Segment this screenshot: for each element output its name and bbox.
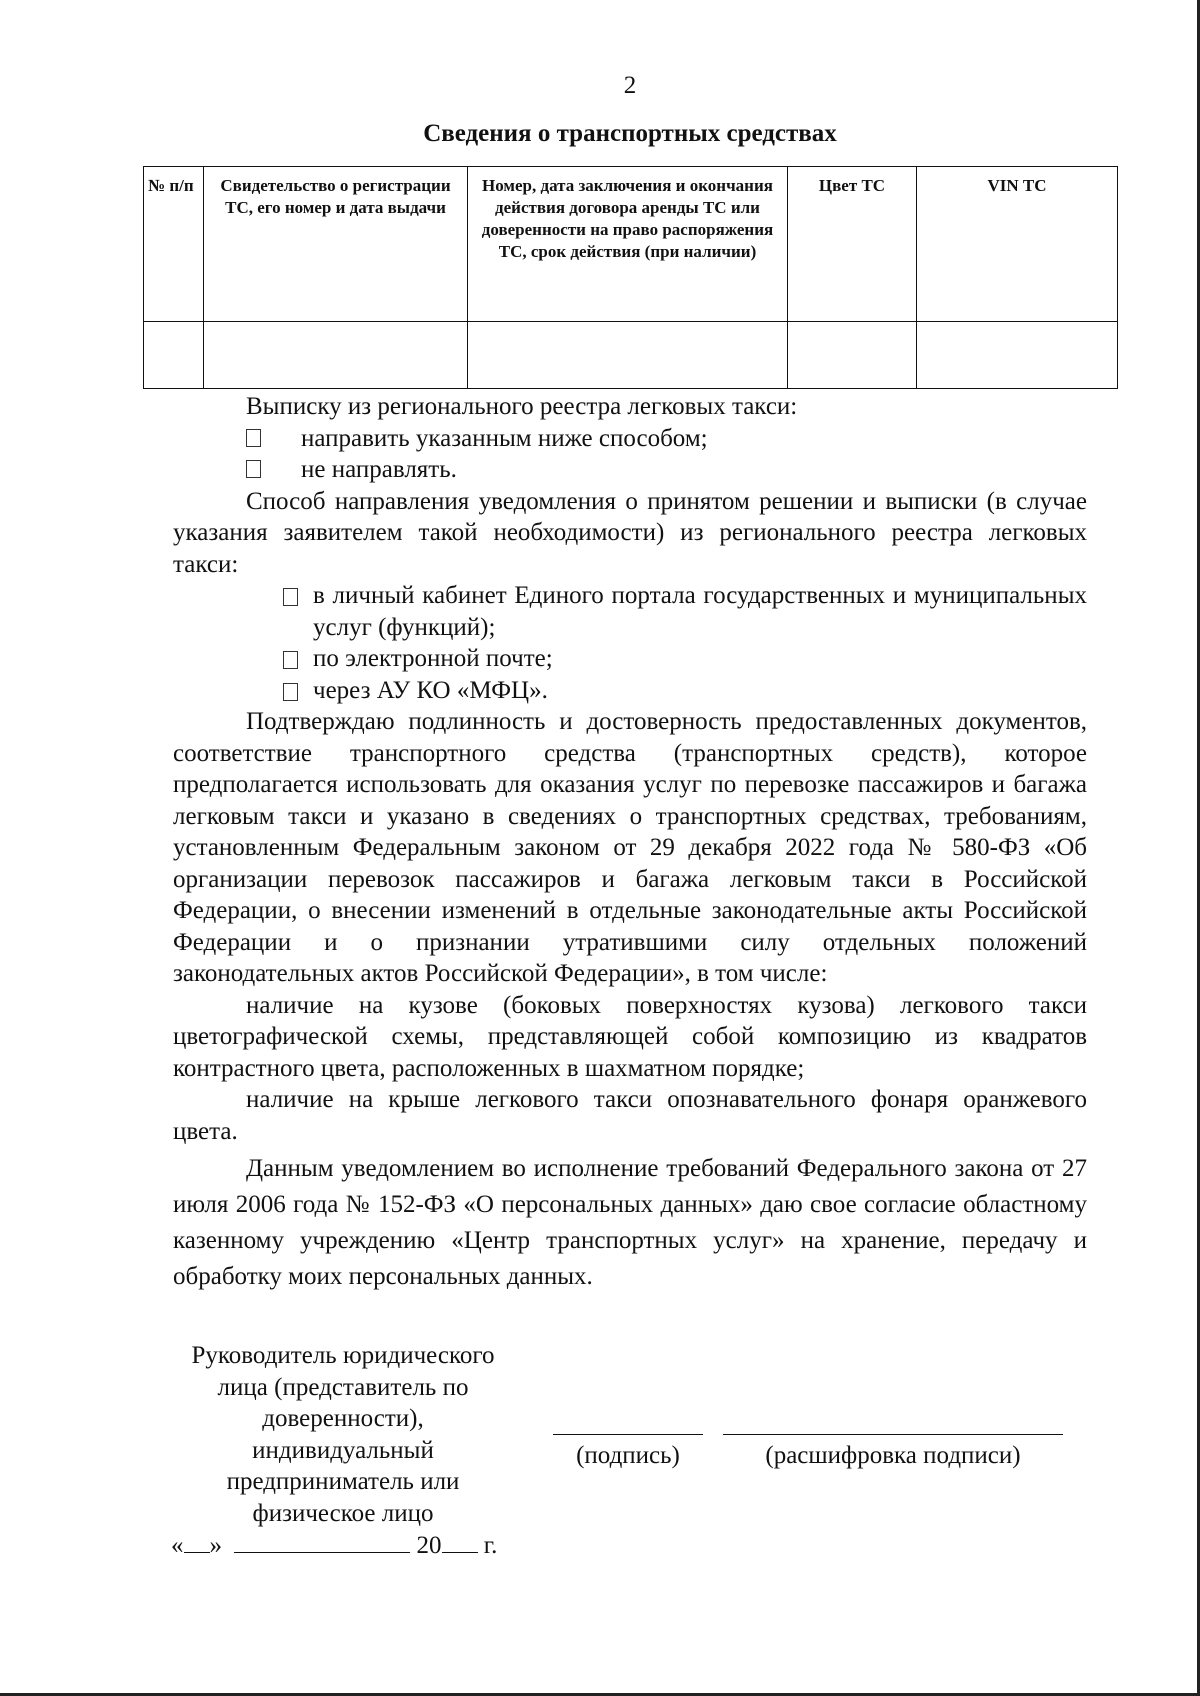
document-title: Сведения о транспортных средствах	[423, 120, 837, 147]
header-lease-contract: Номер, дата заключения и окончания действия договора аренды ТС или доверенности на право распоряжения ТС, срок действия (при наличии)	[468, 167, 788, 322]
year-suffix: г.	[483, 1532, 498, 1559]
checkbox-icon[interactable]	[246, 429, 261, 447]
checkbox-icon[interactable]	[283, 588, 298, 606]
confirmation-paragraph: Подтверждаю подлинность и достоверность предоставленных документов, соответствие транспортного средства (транспортных средств), которое предполагается использовать для оказания услуг по перевозке пассажиров и багажа легковым такси и указано в сведениях о транспортных средствах, требованиям, установленным Федеральным законом от 29 декабря 2022 года № 580-ФЗ «Об организации перевозок пассажиров и багажа легковым такси в Российской Федерации, о внесении изменений в отдельные законодательные акты Российской Федерации и о признании утратившими силу отдельных положений законодательных актов Российской Федерации», в том числе:	[173, 708, 1087, 987]
date-close-quote: »	[209, 1532, 222, 1559]
year-prefix: 20	[416, 1532, 442, 1559]
header-registration-certificate: Свидетельство о регистрации ТС, его номер и дата выдачи	[204, 167, 468, 322]
requirement-color-scheme: наличие на кузове (боковых поверхностях кузова) легкового такси цветографической схемы, представляющей собой композицию из квадратов контрастного цвета, расположенных в шахматном порядке;	[173, 991, 1087, 1082]
header-vin: VIN ТС	[917, 167, 1118, 322]
method-option-mfc[interactable]: через АУ КО «МФЦ».	[283, 675, 1087, 707]
method-paragraph: Способ направления уведомления о принятом решении и выписки (в случае указания заявителем такой необходимости) из регионального реестра легковых такси:	[173, 487, 1087, 578]
extract-option-dont-send[interactable]: не направлять.	[173, 454, 1087, 486]
date-open-quote: «	[171, 1532, 184, 1559]
table-cell[interactable]	[144, 322, 204, 389]
table-row	[144, 322, 1118, 389]
signer-role: Руководитель юридического лица (представитель по доверенности), индивидуальный предприниматель или физическое лицо	[191, 1342, 495, 1527]
signature-line[interactable]	[553, 1434, 703, 1435]
method-options	[173, 580, 1087, 706]
signature-decode-label: (расшифровка подписи)	[765, 1442, 1021, 1469]
method-option-portal[interactable]: в личный кабинет Единого портала государственных и муниципальных услуг (функций);	[283, 580, 1087, 643]
table-cell[interactable]	[204, 322, 468, 389]
checkbox-icon[interactable]	[283, 651, 298, 669]
document-body	[173, 391, 1087, 1295]
signature-label: (подпись)	[576, 1442, 680, 1469]
header-vehicle-color: Цвет ТС	[788, 167, 917, 322]
month-blank[interactable]	[234, 1528, 410, 1553]
checkbox-icon[interactable]	[283, 683, 298, 701]
page-number: 2	[623, 72, 637, 99]
method-option-email[interactable]: по электронной почте;	[283, 643, 1087, 675]
date-line	[171, 1528, 497, 1562]
consent-paragraph: Данным уведомлением во исполнение требований Федерального закона от 27 июля 2006 года № 152-ФЗ «О персональных данных» даю свое согласие областному казенному учреждению «Центр транспортных услуг» на хранение, передачу и обработку моих персональных данных.	[173, 1155, 1087, 1290]
header-row-number: № п/п	[144, 167, 204, 322]
signature-decode-line[interactable]	[723, 1434, 1063, 1435]
requirement-roof-lamp: наличие на крыше легкового такси опознавательного фонаря оранжевого цвета.	[173, 1086, 1087, 1145]
table-cell[interactable]	[788, 322, 917, 389]
extract-option-send[interactable]: направить указанным ниже способом;	[173, 423, 1087, 455]
table-header-row	[144, 167, 1118, 322]
day-blank[interactable]	[184, 1528, 210, 1553]
year-blank[interactable]	[442, 1528, 478, 1553]
extract-heading: Выписку из регионального реестра легковых такси:	[246, 393, 798, 420]
table-cell[interactable]	[917, 322, 1118, 389]
table-cell[interactable]	[468, 322, 788, 389]
checkbox-icon[interactable]	[246, 460, 261, 478]
vehicles-table	[143, 166, 1118, 389]
